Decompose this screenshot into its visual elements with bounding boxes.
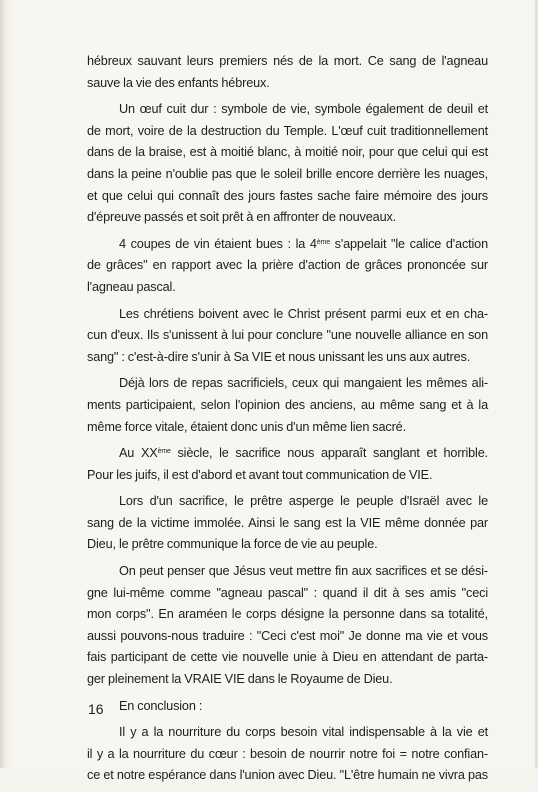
text-line: dans de la braise, est à moitié blanc, à moitié noir, pour que celui qui est (87, 145, 488, 160)
superscript: ème (316, 238, 330, 246)
text-line: ger pleinement la VRAIE VIE dans le Royaume de Dieu. (87, 672, 393, 687)
text-line: dans la peine n'oublie pas que le soleil brille encore derrière les nuages, (87, 166, 488, 181)
paragraph (87, 304, 488, 369)
body-text (87, 51, 488, 792)
text-segment: Au XX (119, 446, 158, 461)
text-line: l'agneau pascal. (87, 279, 176, 294)
text-line: sauve la vie des enfants hébreux. (87, 75, 270, 90)
text-line: cun d'eux. Ils s'unissent à lui pour conclure "une nouvelle alliance en son (87, 328, 488, 343)
paragraph (87, 561, 488, 691)
text-line: de mort, voire de la destruction du Temple. L'œuf cuit traditionnellement (87, 123, 488, 138)
paragraph (87, 51, 488, 94)
text-line: hébreux sauvant leurs premiers nés de la mort. Ce sang de l'agneau (87, 54, 488, 68)
paragraph (87, 234, 488, 299)
text-line: d'épreuve passés et soit prêt à en affronter de nouveaux. (87, 210, 397, 225)
text-line: mon corps". En araméen le corps désigne la personne dans sa totalité, (87, 607, 488, 622)
text-segment: siècle, le sacrifice nous apparaît sanglant et horrible. (170, 446, 489, 461)
text-line: même force vitale, étaient donc unis d'un même lien sacré. (87, 419, 406, 434)
text-line: ce et notre espérance dans l'union avec Dieu. "L'être humain ne vivra pas (87, 768, 488, 783)
text-line: Dieu, le prêtre communique la force de vie au peuple. (87, 537, 378, 552)
text-line: ments participaient, selon l'opinion des anciens, au même sang et à la (87, 397, 488, 412)
text-line: Lors d'un sacrifice, le prêtre asperge le peuple d'Israël avec le (119, 494, 488, 509)
text-line (87, 443, 488, 465)
text-line: Les chrétiens boivent avec le Christ présent parmi eux et en cha- (119, 306, 488, 321)
text-line: Pour les juifs, il est d'abord et avant tout communication de VIE. (87, 467, 433, 482)
text-line: Un œuf cuit dur : symbole de vie, symbole également de deuil et (119, 102, 488, 117)
text-line: gne lui-même comme "agneau pascal" : quand il dit à ses amis "ceci (87, 585, 488, 600)
paragraph (87, 443, 488, 486)
text-line: En conclusion : (119, 698, 203, 713)
paragraph (87, 491, 488, 556)
text-line (87, 234, 488, 256)
text-line: sang de la victime immolée. Ainsi le sang est la VIE même donnée par (87, 515, 488, 530)
text-segment: 4 coupes de vin étaient bues : la 4 (119, 236, 317, 251)
text-line: sang" : c'est-à-dire s'unir à Sa VIE et nous unissant les uns aux autres. (87, 349, 471, 364)
superscript: ème (157, 448, 171, 456)
page-number: 16 (88, 701, 104, 717)
paragraph (87, 722, 488, 787)
text-line: On peut penser que Jésus veut mettre fin aux sacrifices et se dési- (119, 564, 488, 579)
text-line: et que celui qui connaît des jours fastes sache faire mémoire des jours (87, 188, 488, 203)
text-line: Il y a la nourriture du corps besoin vital indispensable à la vie et (119, 725, 488, 740)
paragraph (87, 373, 488, 438)
text-line: de grâces" en rapport avec la prière d'action de grâces prononcée sur (87, 258, 488, 273)
text-line: aussi pouvons-nous traduire : "Ceci c'est moi" Je donne ma vie et vous (87, 628, 488, 643)
text-line: Déjà lors de repas sacrificiels, ceux qui mangaient les mêmes ali- (119, 376, 488, 391)
text-line: il y a la nourriture du cœur : besoin de nourrir notre foi = notre confian- (87, 746, 488, 761)
binding-shadow (0, 0, 6, 768)
text-segment: s'appelait "le calice d'action (329, 236, 488, 251)
text-line: fais participant de cette vie nouvelle unie à Dieu en attendant de parta- (87, 650, 488, 665)
paragraph (87, 696, 488, 718)
paragraph (87, 99, 488, 229)
